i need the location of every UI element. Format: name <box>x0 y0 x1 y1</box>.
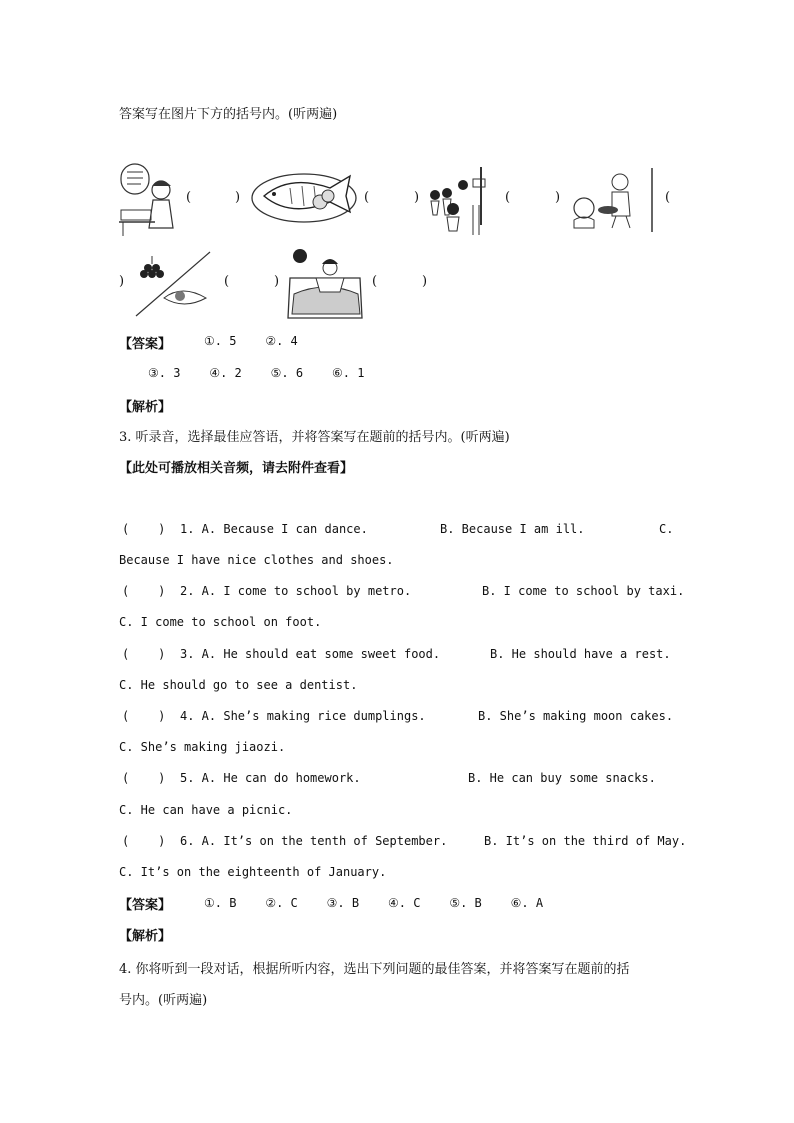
q6-option-b: B. It’s on the third of May. <box>484 834 687 848</box>
q3-option-a: 3. A. He should eat some sweet food. <box>180 647 441 661</box>
picture-grapes-and-kid <box>134 250 212 318</box>
q5-option-a: 5. A. He can do homework. <box>180 771 361 785</box>
paren-1-open: ( <box>186 190 192 205</box>
paren-3-open: ( <box>505 190 511 205</box>
picture-children-playing <box>427 165 491 237</box>
paren-5-close: ) <box>274 274 280 289</box>
answer-line-2b: ③. 3 ④. 2 ⑤. 6 ⑥. 1 <box>148 366 365 380</box>
q1-option-c: Because I have nice clothes and shoes. <box>119 553 394 567</box>
q4-paren: ( ) <box>122 709 166 723</box>
picture-fish-on-plate <box>250 166 358 224</box>
answer-line-2a: ①. 5 ②. 4 <box>204 334 298 348</box>
section4-title-line1: 4. 你将听到一段对话，根据所听内容，选出下列问题的最佳答案，并将答案写在题前的括 <box>119 962 630 977</box>
paren-5-open: ( <box>224 274 230 289</box>
q4-option-b: B. She’s making moon cakes. <box>478 709 674 723</box>
paren-4-close: ) <box>119 274 125 289</box>
q3-option-c: C. He should go to see a dentist. <box>119 678 358 692</box>
q2-paren: ( ) <box>122 584 166 598</box>
answer-label-3: 【答案】 <box>119 898 172 913</box>
picture-kid-and-grandpa <box>572 168 656 232</box>
q2-option-b: B. I come to school by taxi. <box>482 584 685 598</box>
section2-instruction: 答案写在图片下方的括号内。(听两遍) <box>119 107 338 122</box>
q3-option-b: B. He should have a rest. <box>490 647 671 661</box>
q4-option-c: C. She’s making jiaozi. <box>119 740 286 754</box>
q2-option-a: 2. A. I come to school by metro. <box>180 584 412 598</box>
paren-2-close: ) <box>414 190 420 205</box>
analysis-label-2: 【解析】 <box>119 400 172 415</box>
q5-paren: ( ) <box>122 771 166 785</box>
section3-title: 3. 听录音，选择最佳应答语，并将答案写在题前的括号内。(听两遍) <box>119 430 510 445</box>
q3-paren: ( ) <box>122 647 166 661</box>
answer-label-2: 【答案】 <box>119 337 172 352</box>
section4-title-line2: 号内。(听两遍) <box>119 993 208 1008</box>
analysis-label-3: 【解析】 <box>119 929 172 944</box>
q1-option-c-prefix: C. <box>659 522 674 536</box>
picture-girl-in-bed <box>286 248 364 322</box>
q6-paren: ( ) <box>122 834 166 848</box>
picture-boy-at-desk <box>119 160 181 238</box>
q6-option-a: 6. A. It’s on the tenth of September. <box>180 834 448 848</box>
paren-6-open: ( <box>372 274 378 289</box>
q5-option-b: B. He can buy some snacks. <box>468 771 656 785</box>
q5-option-c: C. He can have a picnic. <box>119 803 293 817</box>
q1-paren: ( ) <box>122 522 166 536</box>
paren-3-close: ) <box>555 190 561 205</box>
q6-option-c: C. It’s on the eighteenth of January. <box>119 865 387 879</box>
paren-2-open: ( <box>364 190 370 205</box>
q1-option-a: 1. A. Because I can dance. <box>180 522 368 536</box>
answer-line-3: ①. B ②. C ③. B ④. C ⑤. B ⑥. A <box>204 896 544 910</box>
audio-note: 【此处可播放相关音频，请去附件查看】 <box>119 461 354 476</box>
paren-1-close: ) <box>235 190 241 205</box>
paren-6-close: ) <box>422 274 428 289</box>
paren-4-open: ( <box>665 190 671 205</box>
q2-option-c: C. I come to school on foot. <box>119 615 322 629</box>
q1-option-b: B. Because I am ill. <box>440 522 585 536</box>
q4-option-a: 4. A. She’s making rice dumplings. <box>180 709 426 723</box>
